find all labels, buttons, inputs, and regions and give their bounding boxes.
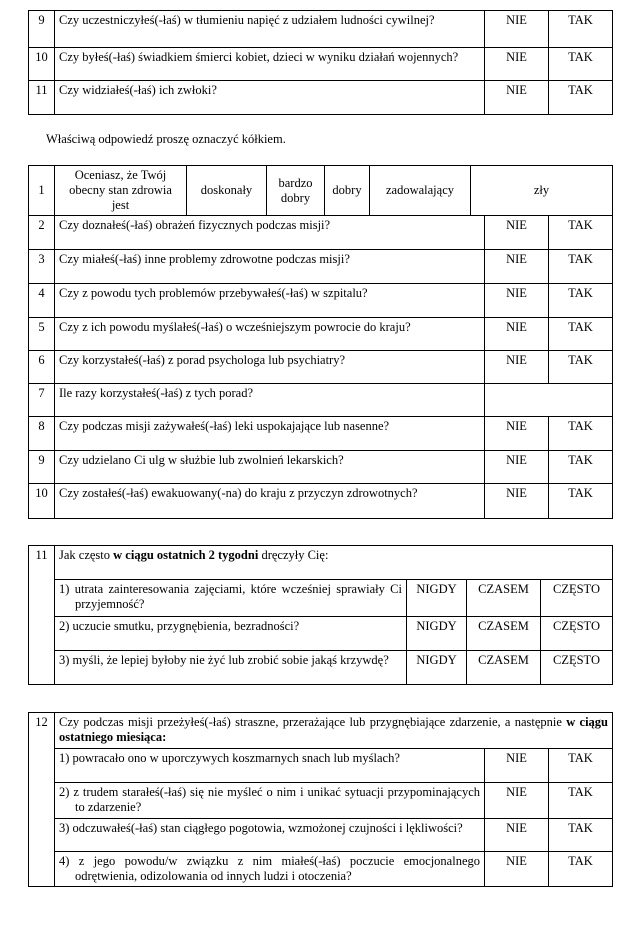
answer-no[interactable]: NIE — [485, 852, 549, 887]
table-row — [29, 651, 613, 685]
answer-no[interactable]: NIE — [485, 351, 549, 384]
question-number: 10 — [29, 484, 55, 519]
answer-often[interactable]: CZĘSTO — [541, 580, 613, 617]
table-row — [29, 783, 613, 819]
rating-row — [29, 166, 613, 216]
table-row — [29, 216, 613, 250]
table-health-questions — [28, 165, 613, 519]
question-number: 11 — [29, 546, 55, 685]
table-row — [29, 250, 613, 284]
table-row — [29, 318, 613, 351]
question-text: Czy miałeś(-łaś) inne problemy zdrowotne podczas misji? — [55, 250, 485, 284]
header-emphasis: w ciągu ostatniego miesiąca: — [59, 715, 609, 744]
answer-often[interactable]: CZĘSTO — [541, 651, 613, 685]
answer-no[interactable]: NIE — [485, 417, 549, 451]
table-row — [29, 749, 613, 783]
table-questions-9-11 — [28, 10, 613, 115]
question-text: Czy widziałeś(-łaś) ich zwłoki? — [55, 81, 485, 115]
question-number: 7 — [29, 384, 55, 417]
answer-no[interactable]: NIE — [485, 318, 549, 351]
table-row — [29, 11, 613, 48]
answer-no[interactable]: NIE — [485, 250, 549, 284]
header-emphasis: w ciągu ostatnich 2 tygodni — [113, 548, 259, 562]
answer-yes[interactable]: TAK — [549, 749, 613, 783]
answer-yes[interactable]: TAK — [549, 11, 613, 48]
table-row — [29, 451, 613, 484]
answer-no[interactable]: NIE — [485, 284, 549, 318]
question-number: 4 — [29, 284, 55, 318]
table-row — [29, 284, 613, 318]
answer-yes[interactable]: TAK — [549, 484, 613, 519]
rating-option-excellent[interactable]: doskonały — [187, 166, 267, 216]
header-row — [29, 546, 613, 580]
answer-no[interactable]: NIE — [485, 783, 549, 819]
answer-yes[interactable]: TAK — [549, 819, 613, 852]
answer-never[interactable]: NIGDY — [407, 651, 467, 685]
question-text: Czy uczestniczyłeś(-łaś) w tłumieniu napięć z udziałem ludności cywilnej? — [55, 11, 485, 48]
header-text: Jak często — [59, 548, 114, 562]
table-row — [29, 819, 613, 852]
question-text: Czy doznałeś(-łaś) obrażeń fizycznych podczas misji? — [55, 216, 485, 250]
question-number: 9 — [29, 11, 55, 48]
answer-count-field[interactable] — [485, 384, 613, 417]
rating-option-very-good[interactable]: bardzo dobry — [267, 166, 325, 216]
answer-yes[interactable]: TAK — [549, 852, 613, 887]
header-row — [29, 713, 613, 749]
instruction-text: Właściwą odpowiedź proszę oznaczyć kółkiem. — [46, 132, 286, 146]
answer-yes[interactable]: TAK — [549, 284, 613, 318]
question-number: 12 — [29, 713, 55, 887]
rating-option-bad[interactable]: zły — [471, 166, 613, 216]
table-row — [29, 617, 613, 651]
rating-option-good[interactable]: dobry — [325, 166, 370, 216]
answer-never[interactable]: NIGDY — [407, 617, 467, 651]
answer-yes[interactable]: TAK — [549, 318, 613, 351]
answer-never[interactable]: NIGDY — [407, 580, 467, 617]
answer-no[interactable]: NIE — [485, 484, 549, 519]
answer-no[interactable]: NIE — [485, 749, 549, 783]
item-text: 3) myśli, że lepiej byłoby nie żyć lub zrobić sobie jakąś krzywdę? — [55, 651, 407, 685]
item-text: 4) z jego powodu/w związku z nim miałeś(-łaś) poczucie emocjonalnego odrętwienia, odizolowania od innych ludzi i otoczenia? — [55, 852, 485, 887]
answer-no[interactable]: NIE — [485, 451, 549, 484]
question-text: Ile razy korzystałeś(-łaś) z tych porad? — [55, 384, 485, 417]
question-header — [55, 713, 613, 749]
item-text: 1) powracało ono w uporczywych koszmarnych snach lub myślach? — [55, 749, 485, 783]
table-row — [29, 81, 613, 115]
item-text: 2) uczucie smutku, przygnębienia, bezradności? — [55, 617, 407, 651]
answer-yes[interactable]: TAK — [549, 417, 613, 451]
answer-no[interactable]: NIE — [485, 11, 549, 48]
question-number: 3 — [29, 250, 55, 284]
rating-prompt: Oceniasz, że Twój obecny stan zdrowia jest — [55, 166, 187, 216]
question-text: Czy udzielano Ci ulg w służbie lub zwolnień lekarskich? — [55, 451, 485, 484]
table-question-12-event — [28, 712, 613, 887]
question-text: Czy korzystałeś(-łaś) z porad psychologa lub psychiatry? — [55, 351, 485, 384]
answer-often[interactable]: CZĘSTO — [541, 617, 613, 651]
question-text: Czy z powodu tych problemów przebywałeś(-łaś) w szpitalu? — [55, 284, 485, 318]
answer-no[interactable]: NIE — [485, 48, 549, 81]
answer-yes[interactable]: TAK — [549, 48, 613, 81]
question-number: 11 — [29, 81, 55, 115]
answer-yes[interactable]: TAK — [549, 451, 613, 484]
header-text: Czy podczas misji przeżyłeś(-łaś) straszne, przerażające lub przygnębiające zdarzenie, a następnie — [59, 715, 567, 729]
table-row — [29, 351, 613, 384]
question-text: Czy podczas misji zażywałeś(-łaś) leki uspokajające lub nasenne? — [55, 417, 485, 451]
question-number: 10 — [29, 48, 55, 81]
answer-yes[interactable]: TAK — [549, 81, 613, 115]
table-row — [29, 580, 613, 617]
table-question-11-frequency — [28, 545, 613, 685]
header-text-end: dręczyły Cię: — [258, 548, 329, 562]
question-number: 5 — [29, 318, 55, 351]
answer-sometimes[interactable]: CZASEM — [467, 617, 541, 651]
item-text: 3) odczuwałeś(-łaś) stan ciągłego pogotowia, wzmożonej czujności i lękliwości? — [55, 819, 485, 852]
answer-sometimes[interactable]: CZASEM — [467, 651, 541, 685]
question-number: 9 — [29, 451, 55, 484]
question-header — [55, 546, 613, 580]
question-number: 1 — [29, 166, 55, 216]
answer-no[interactable]: NIE — [485, 216, 549, 250]
question-number: 6 — [29, 351, 55, 384]
answer-no[interactable]: NIE — [485, 819, 549, 852]
answer-yes[interactable]: TAK — [549, 216, 613, 250]
question-number: 2 — [29, 216, 55, 250]
item-text: 2) z trudem starałeś(-łaś) się nie myśleć o nim i unikać sytuacji przypominających to zdarzenie? — [55, 783, 485, 819]
answer-yes[interactable]: TAK — [549, 783, 613, 819]
item-text: 1) utrata zainteresowania zajęciami, które wcześniej sprawiały Ci przyjemność? — [55, 580, 407, 617]
table-row — [29, 384, 613, 417]
question-text: Czy zostałeś(-łaś) ewakuowany(-na) do kraju z przyczyn zdrowotnych? — [55, 484, 485, 519]
question-text: Czy z ich powodu myślałeś(-łaś) o wcześniejszym powrocie do kraju? — [55, 318, 485, 351]
rating-option-satisfactory[interactable]: zadowalający — [370, 166, 471, 216]
question-text: Czy byłeś(-łaś) świadkiem śmierci kobiet, dzieci w wyniku działań wojennych? — [55, 48, 485, 81]
table-row — [29, 852, 613, 887]
answer-sometimes[interactable]: CZASEM — [467, 580, 541, 617]
table-row — [29, 484, 613, 519]
table-row — [29, 48, 613, 81]
question-number: 8 — [29, 417, 55, 451]
answer-yes[interactable]: TAK — [549, 351, 613, 384]
answer-no[interactable]: NIE — [485, 81, 549, 115]
table-row — [29, 417, 613, 451]
answer-yes[interactable]: TAK — [549, 250, 613, 284]
